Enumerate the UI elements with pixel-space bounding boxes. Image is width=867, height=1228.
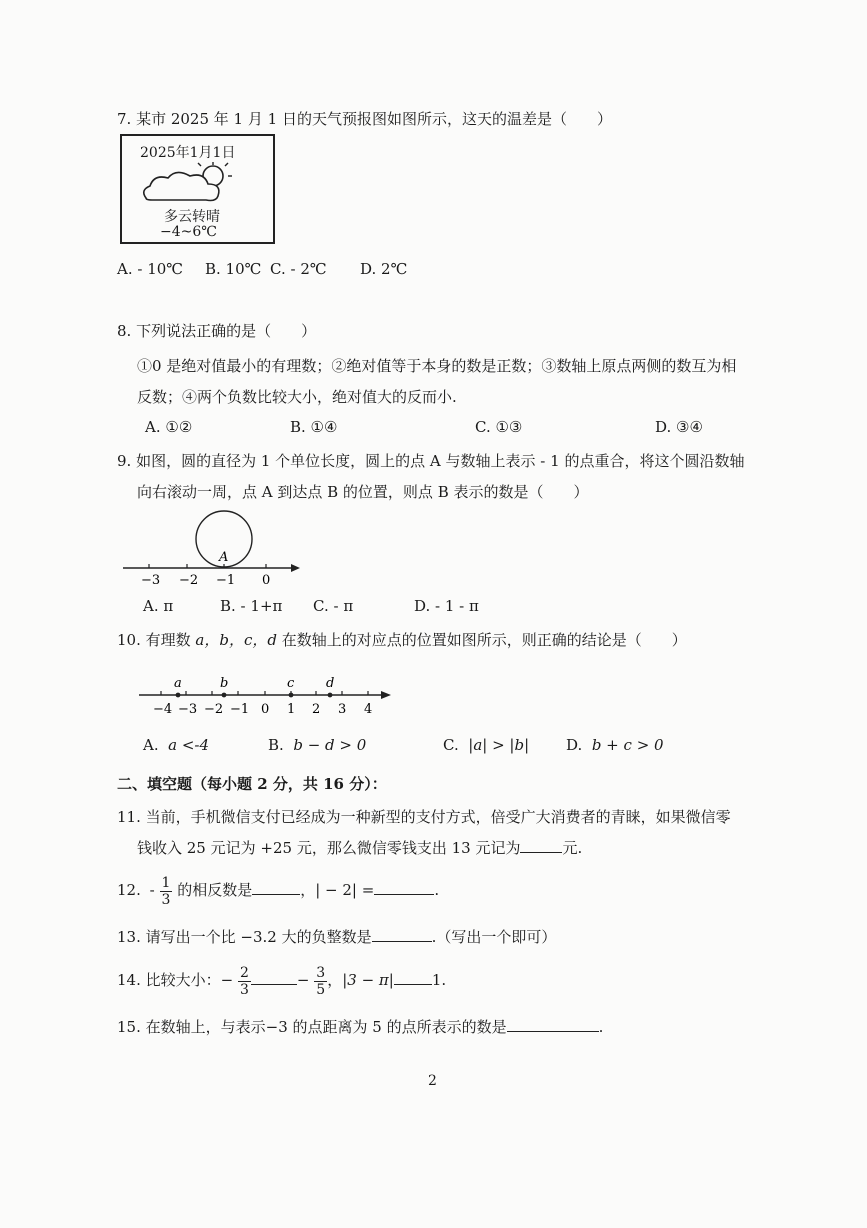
point-d <box>328 693 333 698</box>
q10-number-line-figure <box>135 670 405 720</box>
q10-option-a: A. a <-4 <box>143 736 210 754</box>
q11-answer-blank[interactable] <box>520 838 562 853</box>
q8-statement-line1: ①0 是绝对值最小的有理数；②绝对值等于本身的数是正数；③数轴上原点两侧的数互为相 <box>137 357 737 375</box>
q7-option-a: A. - 10℃ <box>117 260 184 278</box>
q8-option-a: A. ①② <box>145 418 193 436</box>
q11-line2: 钱收入 25 元记为 +25 元，那么微信零钱支出 13 元记为 元. <box>137 839 583 857</box>
q12-answer-blank-1[interactable] <box>252 880 300 895</box>
point-a <box>176 693 181 698</box>
q9-option-d: D. - 1 - π <box>414 597 479 615</box>
q7-option-b: B. 10℃ <box>205 260 262 278</box>
weather-forecast-box <box>120 134 275 244</box>
tick-label: 2 <box>312 702 321 717</box>
cloud-sun-icon <box>138 162 248 204</box>
point-b-label: b <box>220 676 229 691</box>
q14-line: 14. 比较大小：− $\frac{2}{3}$ − $\frac{3}{5}$ ，|3 − π| 1. <box>117 964 447 998</box>
point-b <box>222 693 227 698</box>
section-title: 二、填空题（每小题 2 分，共 16 分）： <box>117 775 387 793</box>
q9-option-b: B. - 1+π <box>220 597 283 615</box>
point-a-label: a <box>174 676 182 691</box>
point-a-label: A <box>219 550 229 565</box>
q10-stem-suffix: 在数轴上的对应点的位置如图所示，则正确的结论是（ ） <box>281 631 687 649</box>
q11-line1: 11. 当前，手机微信支付已经成为一种新型的支付方式，倍受广大消费者的青睐，如果微信零 <box>117 808 731 826</box>
arrow-head <box>291 564 300 572</box>
tick-label: −4 <box>153 702 173 717</box>
q13-line: 13. 请写出一个比 −3.2 大的负整数是 .（写出一个即可） <box>117 928 557 946</box>
weather-temperature: −4~6℃ <box>160 224 217 240</box>
q8-stem: 8. 下列说法正确的是（ ） <box>117 322 317 340</box>
q8-statement-line2: 反数；④两个负数比较大小，绝对值大的反而小. <box>137 388 457 406</box>
tick-label: −1 <box>216 573 236 588</box>
q9-stem-line2: 向右滚动一周，点 A 到达点 B 的位置，则点 B 表示的数是（ ） <box>137 483 589 501</box>
q7-option-c: C. - 2℃ <box>270 260 327 278</box>
q15-answer-blank[interactable] <box>507 1017 599 1032</box>
tick-label: −1 <box>230 702 250 717</box>
tick-label: −3 <box>141 573 161 588</box>
q9-number-line-figure <box>118 506 318 591</box>
q8-option-c: C. ①③ <box>475 418 523 436</box>
q9-option-c: C. - π <box>313 597 354 615</box>
arrow-head <box>381 691 391 699</box>
tick-label: −2 <box>179 573 199 588</box>
q8-option-d: D. ③④ <box>655 418 703 436</box>
q13-answer-blank[interactable] <box>372 927 432 942</box>
q14-answer-blank-2[interactable] <box>394 970 432 985</box>
tick-label: 0 <box>262 573 271 588</box>
tick-label: 0 <box>261 702 270 717</box>
q12-answer-blank-2[interactable] <box>374 880 434 895</box>
q10-variables: a，b，c，d <box>195 631 277 649</box>
page-number: 2 <box>428 1073 437 1089</box>
weather-description: 多云转晴 <box>164 209 220 225</box>
tick-label: 4 <box>364 702 373 717</box>
q14-fraction-2: $\frac{3}{5}$ <box>316 964 326 998</box>
point-d-label: d <box>326 676 335 691</box>
q9-stem-line1: 9. 如图，圆的直径为 1 个单位长度，圆上的点 A 与数轴上表示 - 1 的点重合，将这个圆沿数轴 <box>117 452 745 470</box>
q8-option-b: B. ①④ <box>290 418 338 436</box>
q10-stem <box>117 629 687 650</box>
weather-date: 2025年1月1日 <box>140 145 236 161</box>
tick-label: −3 <box>178 702 198 717</box>
q10-stem-prefix: 10. 有理数 <box>117 631 191 649</box>
q9-option-a: A. π <box>143 597 174 615</box>
point-c <box>289 693 294 698</box>
q10-option-c: C. |a| > |b| <box>443 736 530 754</box>
point-c-label: c <box>287 676 295 691</box>
q10-option-d: D. b + c > 0 <box>566 736 664 754</box>
q14-fraction-1: $\frac{2}{3}$ <box>239 964 249 998</box>
q12-line: 12. - $\frac{1}{3}$ 的相反数是 ，| − 2| = . <box>117 874 440 908</box>
tick-label: 1 <box>287 702 296 717</box>
tick-label: −2 <box>204 702 224 717</box>
q15-line: 15. 在数轴上，与表示−3 的点距离为 5 的点所表示的数是 . <box>117 1018 604 1036</box>
q12-fraction: $\frac{1}{3}$ <box>161 874 171 908</box>
tick-label: 3 <box>338 702 347 717</box>
q14-answer-blank-1[interactable] <box>251 970 297 985</box>
q10-option-b: B. b − d > 0 <box>268 736 367 754</box>
q7-option-d: D. 2℃ <box>360 260 408 278</box>
q7-stem: 7. 某市 2025 年 1 月 1 日的天气预报图如图所示，这天的温差是（ ） <box>117 110 612 128</box>
